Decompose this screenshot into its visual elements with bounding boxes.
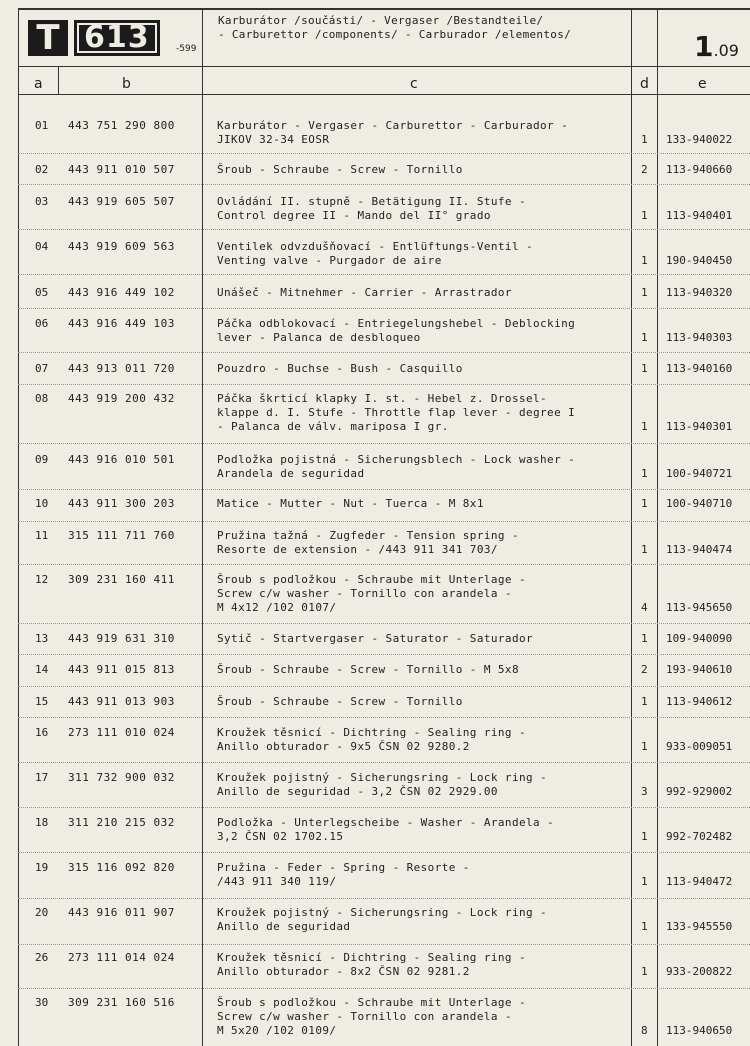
part-number: 443 916 011 907	[68, 906, 175, 919]
quantity: 1	[641, 920, 648, 933]
quantity: 1	[641, 632, 648, 645]
part-description: Pouzdro - Buchse - Bush - Casquillo	[217, 362, 463, 375]
quantity: 1	[641, 965, 648, 978]
part-number: 311 210 215 032	[68, 816, 175, 829]
row-divider	[18, 489, 750, 490]
part-number: 443 919 609 563	[68, 240, 175, 253]
table-row	[18, 362, 750, 376]
row-divider	[18, 762, 750, 763]
row-divider	[18, 443, 750, 444]
row-divider	[18, 274, 750, 275]
position-number: 01	[35, 119, 49, 132]
reference-code: 113-940660	[666, 163, 733, 176]
row-divider	[18, 352, 750, 353]
part-description: Matice - Mutter - Nut - Tuerca - M 8x1	[217, 497, 484, 510]
part-description: Karburátor - Vergaser - Carburettor - Carburador - JIKOV 32-34 EOSR	[217, 119, 569, 146]
part-description: Kroužek těsnicí - Dichtring - Sealing ring - Anillo obturador - 9x5 ČSN 02 9280.2	[217, 726, 526, 753]
position-number: 13	[35, 632, 49, 645]
part-number: 443 911 015 813	[68, 663, 175, 676]
table-row	[18, 816, 750, 844]
table-row	[18, 951, 750, 979]
reference-code: 113-940301	[666, 420, 733, 433]
reference-code: 113-940303	[666, 331, 733, 344]
title-line-1: Karburátor /součásti/ - Vergaser /Bestandteile/	[218, 14, 544, 27]
reference-code: 113-940474	[666, 543, 733, 556]
column-header-a: a	[34, 76, 43, 92]
table-row	[18, 163, 750, 177]
reference-code: 109-940090	[666, 632, 733, 645]
quantity: 8	[641, 1024, 648, 1037]
part-description: Šroub s podložkou - Schraube mit Unterlage - Screw c/w washer - Tornillo con arandela - M 4x12 /102 0107/	[217, 573, 526, 614]
part-number: 443 919 605 507	[68, 195, 175, 208]
row-divider	[18, 308, 750, 309]
row-divider	[18, 654, 750, 655]
part-description: Podložka - Unterlegscheibe - Washer - Arandela - 3,2 ČSN 02 1702.15	[217, 816, 555, 843]
header-rule	[18, 94, 750, 95]
quantity: 1	[641, 830, 648, 843]
quantity: 1	[641, 133, 648, 146]
part-description: Kroužek pojistný - Sicherungsring - Lock ring - Anillo de seguridad	[217, 906, 548, 933]
position-number: 04	[35, 240, 49, 253]
reference-code: 992-702482	[666, 830, 733, 843]
reference-code: 190-940450	[666, 254, 733, 267]
part-number: 443 911 013 903	[68, 695, 175, 708]
table-top-border	[18, 8, 750, 10]
reference-code: 100-940721	[666, 467, 733, 480]
row-divider	[18, 623, 750, 624]
part-description: Kroužek pojistný - Sicherungsring - Lock ring - Anillo de seguridad - 3,2 ČSN 02 2929.00	[217, 771, 548, 798]
position-number: 12	[35, 573, 49, 586]
table-row	[18, 529, 750, 557]
row-divider	[18, 521, 750, 522]
part-number: 315 111 711 760	[68, 529, 175, 542]
part-description: Šroub - Schraube - Screw - Tornillo - M 5x8	[217, 663, 519, 676]
part-description: Podložka pojistná - Sicherungsblech - Lock washer - Arandela de seguridad	[217, 453, 576, 480]
logo-model-number: 613	[74, 20, 160, 56]
table-row	[18, 996, 750, 1038]
table-row	[18, 695, 750, 709]
table-row	[18, 119, 750, 147]
quantity: 1	[641, 695, 648, 708]
part-description: Páčka škrticí klapky I. st. - Hebel z. Drossel- klappe d. I. Stufe - Throttle flap lever - degree I - Palanca de válv. mariposa I gr.	[217, 392, 576, 433]
quantity: 1	[641, 467, 648, 480]
reference-code: 113-940650	[666, 1024, 733, 1037]
quantity: 3	[641, 785, 648, 798]
quantity: 1	[641, 875, 648, 888]
reference-code: 113-940160	[666, 362, 733, 375]
part-description: Šroub - Schraube - Screw - Tornillo	[217, 163, 463, 176]
row-divider	[18, 184, 750, 185]
position-number: 18	[35, 816, 49, 829]
quantity: 1	[641, 362, 648, 375]
header-rule	[18, 66, 750, 67]
position-number: 05	[35, 286, 49, 299]
quantity: 1	[641, 497, 648, 510]
position-number: 16	[35, 726, 49, 739]
part-number: 443 916 010 501	[68, 453, 175, 466]
part-description: Unášeč - Mitnehmer - Carrier - Arrastrador	[217, 286, 512, 299]
part-description: Šroub s podložkou - Schraube mit Unterlage - Screw c/w washer - Tornillo con arandela - M 5x20 /102 0109/	[217, 996, 526, 1037]
part-number: 443 751 290 800	[68, 119, 175, 132]
quantity: 2	[641, 163, 648, 176]
part-description: Šroub - Schraube - Screw - Tornillo	[217, 695, 463, 708]
table-row	[18, 632, 750, 646]
reference-code: 100-940710	[666, 497, 733, 510]
position-number: 11	[35, 529, 49, 542]
part-description: Kroužek těsnicí - Dichtring - Sealing ring - Anillo obturador - 8x2 ČSN 02 9281.2	[217, 951, 526, 978]
table-row	[18, 453, 750, 481]
part-description: Ovládání II. stupně - Betätigung II. Stufe - Control degree II - Mando del II° grado	[217, 195, 526, 222]
reference-code: 113-940472	[666, 875, 733, 888]
part-number: 443 919 631 310	[68, 632, 175, 645]
position-number: 26	[35, 951, 49, 964]
page-number	[694, 30, 739, 63]
column-header-b: b	[122, 76, 131, 92]
row-divider	[18, 807, 750, 808]
table-row	[18, 497, 750, 511]
table-row	[18, 771, 750, 799]
part-number: 309 231 160 516	[68, 996, 175, 1009]
position-number: 14	[35, 663, 49, 676]
quantity: 4	[641, 601, 648, 614]
part-number: 443 916 449 102	[68, 286, 175, 299]
quantity: 1	[641, 740, 648, 753]
position-number: 09	[35, 453, 49, 466]
reference-code: 113-945650	[666, 601, 733, 614]
position-number: 02	[35, 163, 49, 176]
part-number: 443 911 300 203	[68, 497, 175, 510]
part-number: 311 732 900 032	[68, 771, 175, 784]
part-description: Sytič - Startvergaser - Saturator - Saturador	[217, 632, 534, 645]
part-number: 273 111 014 024	[68, 951, 175, 964]
row-divider	[18, 898, 750, 899]
part-number: 315 116 092 820	[68, 861, 175, 874]
position-number: 10	[35, 497, 49, 510]
column-header-e: e	[698, 76, 707, 92]
table-row	[18, 726, 750, 754]
position-number: 08	[35, 392, 49, 405]
reference-code: 113-940401	[666, 209, 733, 222]
page-number-sub: .09	[713, 41, 739, 60]
table-row	[18, 392, 750, 434]
part-number: 443 916 449 103	[68, 317, 175, 330]
position-number: 19	[35, 861, 49, 874]
reference-code: 133-940022	[666, 133, 733, 146]
row-divider	[18, 852, 750, 853]
column-divider	[58, 66, 59, 94]
part-description: Pružina - Feder - Spring - Resorte - /443 911 340 119/	[217, 861, 470, 888]
reference-code: 933-200822	[666, 965, 733, 978]
quantity: 1	[641, 254, 648, 267]
part-description: Pružina tažná - Zugfeder - Tension spring - Resorte de extension - /443 911 341 703/	[217, 529, 519, 556]
row-divider	[18, 988, 750, 989]
position-number: 07	[35, 362, 49, 375]
quantity: 1	[641, 420, 648, 433]
part-number: 309 231 160 411	[68, 573, 175, 586]
part-number: 443 913 011 720	[68, 362, 175, 375]
part-number: 273 111 010 024	[68, 726, 175, 739]
table-row	[18, 573, 750, 615]
reference-code: 992-929002	[666, 785, 733, 798]
page-number-main: 1	[694, 30, 714, 63]
position-number: 30	[35, 996, 49, 1009]
part-number: 443 919 200 432	[68, 392, 175, 405]
column-header-d: d	[640, 76, 649, 92]
reference-code: 933-009051	[666, 740, 733, 753]
row-divider	[18, 229, 750, 230]
position-number: 06	[35, 317, 49, 330]
position-number: 03	[35, 195, 49, 208]
reference-code: 113-940612	[666, 695, 733, 708]
position-number: 15	[35, 695, 49, 708]
row-divider	[18, 944, 750, 945]
quantity: 1	[641, 331, 648, 344]
table-row	[18, 195, 750, 223]
table-row	[18, 906, 750, 934]
quantity: 2	[641, 663, 648, 676]
table-row	[18, 286, 750, 300]
table-row	[18, 317, 750, 345]
reference-code: 193-940610	[666, 663, 733, 676]
column-header-c: c	[410, 76, 418, 92]
row-divider	[18, 153, 750, 154]
table-row	[18, 663, 750, 677]
quantity: 1	[641, 543, 648, 556]
tatra-logo	[28, 20, 176, 56]
row-divider	[18, 384, 750, 385]
part-description: Páčka odblokovací - Entriegelungshebel - Deblocking lever - Palanca de desbloqueo	[217, 317, 576, 344]
row-divider	[18, 717, 750, 718]
page-title	[218, 14, 571, 42]
part-number: 443 911 010 507	[68, 163, 175, 176]
row-divider	[18, 564, 750, 565]
table-row	[18, 240, 750, 268]
row-divider	[18, 686, 750, 687]
part-description: Ventilek odvzdušňovací - Entlüftungs-Ventil - Venting valve - Purgador de aire	[217, 240, 534, 267]
quantity: 1	[641, 209, 648, 222]
title-line-2: - Carburettor /components/ - Carburador /elementos/	[218, 28, 572, 41]
quantity: 1	[641, 286, 648, 299]
table-row	[18, 861, 750, 889]
position-number: 20	[35, 906, 49, 919]
position-number: 17	[35, 771, 49, 784]
reference-code: 113-940320	[666, 286, 733, 299]
logo-letter: T	[28, 20, 68, 56]
reference-code: 133-945550	[666, 920, 733, 933]
logo-suffix: -599	[176, 44, 197, 54]
